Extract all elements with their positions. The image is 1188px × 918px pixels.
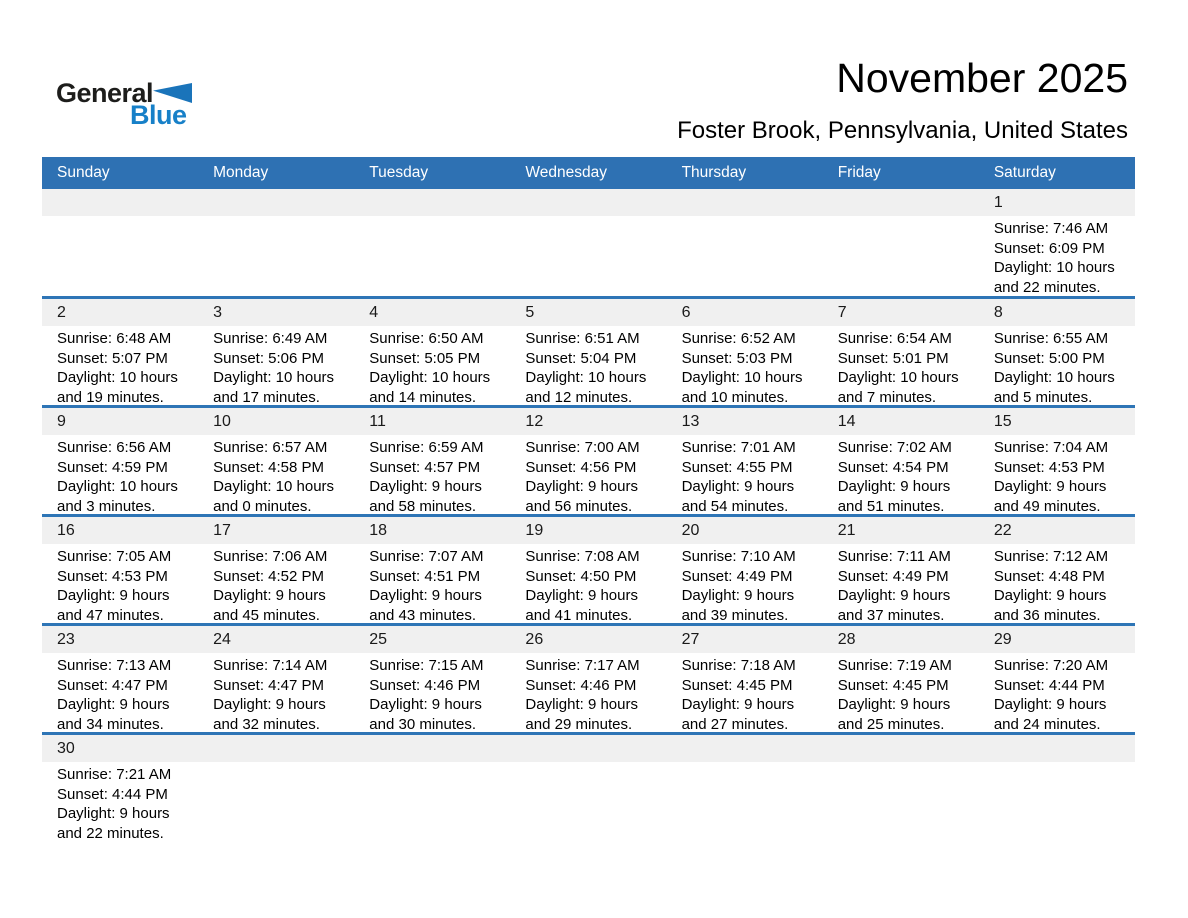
sunset-line: Sunset: 4:44 PM [993,676,1105,694]
week-row [42,623,1135,732]
daylight-line-1: Daylight: 9 hours [681,587,795,605]
daylight-line-2: and 25 minutes. [837,715,945,732]
weekday-header-thursday: Thursday [681,164,747,181]
weekday-header-saturday: Saturday [993,164,1056,181]
sunset-line: Sunset: 4:50 PM [525,567,637,585]
weekday-header-row [42,157,1135,189]
daylight-line-2: and 41 minutes. [525,606,633,623]
day-number: 23 [57,630,75,648]
daylight-line-1: Daylight: 9 hours [837,478,951,496]
sunset-line: Sunset: 4:56 PM [525,458,637,476]
day-number: 28 [837,630,856,648]
sunset-line: Sunset: 4:54 PM [837,458,949,476]
daylight-line-2: and 30 minutes. [369,715,477,732]
day-number: 26 [525,630,544,648]
sunrise-line: Sunrise: 6:57 AM [213,439,328,456]
day-cell [823,544,979,623]
sunrise-line: Sunrise: 7:08 AM [525,548,640,565]
daylight-line-1: Daylight: 9 hours [57,696,170,714]
week-row [42,405,1135,514]
sunset-line: Sunset: 4:45 PM [837,676,949,694]
day-cell [667,435,823,514]
day-cell [198,653,354,732]
day-cell [42,653,198,732]
day-cell [510,435,666,514]
daylight-line-2: and 51 minutes. [837,497,945,514]
day-detail-band [42,216,1135,296]
daylight-line-1: Daylight: 9 hours [681,478,795,496]
sunrise-line: Sunrise: 7:07 AM [369,548,484,565]
sunset-line: Sunset: 4:57 PM [369,458,481,476]
day-cell [979,544,1135,623]
day-number: 21 [837,521,856,539]
daylight-line-1: Daylight: 10 hours [213,478,335,496]
daylight-line-2: and 0 minutes. [213,497,312,514]
daylight-line-1: Daylight: 10 hours [837,369,959,387]
sunset-line: Sunset: 5:04 PM [525,349,637,367]
day-detail-band [42,653,1135,732]
sunrise-line: Sunrise: 6:49 AM [213,330,328,347]
daylight-line-2: and 58 minutes. [369,497,477,514]
daylight-line-2: and 47 minutes. [57,606,164,623]
sunrise-line: Sunrise: 6:48 AM [57,330,172,347]
day-cell [667,653,823,732]
day-detail-band [42,435,1135,514]
daylight-line-1: Daylight: 9 hours [993,478,1107,496]
day-detail-band [42,762,1135,843]
daylight-line-1: Daylight: 9 hours [213,587,326,605]
daylight-line-2: and 49 minutes. [993,497,1101,514]
sunset-line: Sunset: 6:09 PM [993,239,1105,257]
day-cell [823,435,979,514]
daylight-line-1: Daylight: 10 hours [213,369,335,387]
day-number-band [42,626,1135,653]
sunset-line: Sunset: 4:53 PM [57,567,168,585]
day-cell [354,653,510,732]
sunrise-line: Sunrise: 7:01 AM [681,439,796,456]
sunrise-line: Sunrise: 7:05 AM [57,548,172,565]
empty-day-cell [667,216,823,296]
daylight-line-1: Daylight: 9 hours [525,696,638,714]
sunset-line: Sunset: 5:03 PM [681,349,793,367]
sunset-line: Sunset: 4:53 PM [993,458,1105,476]
day-cell [198,326,354,405]
sunset-line: Sunset: 4:47 PM [213,676,325,694]
daylight-line-2: and 29 minutes. [525,715,633,732]
weekday-header-monday: Monday [213,164,269,181]
daylight-line-2: and 19 minutes. [57,388,164,405]
sunrise-line: Sunrise: 6:51 AM [525,330,640,347]
daylight-line-1: Daylight: 10 hours [993,369,1115,387]
logo-text-blue: Blue [130,100,187,130]
sunrise-line: Sunrise: 7:17 AM [525,657,640,674]
week-row [42,514,1135,623]
sunrise-line: Sunrise: 7:04 AM [993,439,1109,456]
general-blue-logo [56,80,216,140]
sunrise-line: Sunrise: 7:15 AM [369,657,484,674]
week-row [42,296,1135,405]
sunrise-line: Sunrise: 7:46 AM [993,220,1109,237]
sunrise-line: Sunrise: 7:11 AM [837,548,951,565]
daylight-line-1: Daylight: 9 hours [681,696,795,714]
day-number: 12 [525,412,544,430]
day-number: 7 [837,303,847,321]
empty-day-cell [823,216,979,296]
sunrise-line: Sunrise: 7:20 AM [993,657,1109,674]
day-number: 27 [681,630,700,648]
day-cell [198,544,354,623]
day-cell [979,216,1135,296]
sunset-line: Sunset: 5:01 PM [837,349,949,367]
sunrise-line: Sunrise: 7:19 AM [837,657,952,674]
empty-day-cell [42,216,198,296]
day-cell [42,544,198,623]
day-number: 16 [57,521,75,539]
weekday-header-friday: Friday [837,164,881,181]
sunset-line: Sunset: 4:48 PM [993,567,1105,585]
daylight-line-1: Daylight: 9 hours [369,478,482,496]
day-number-band [42,299,1135,326]
daylight-line-2: and 32 minutes. [213,715,320,732]
day-cell [510,326,666,405]
sunrise-line: Sunrise: 6:59 AM [369,439,484,456]
sunset-line: Sunset: 4:49 PM [681,567,793,585]
page-title: November 2025 [836,55,1128,101]
sunrise-line: Sunrise: 7:13 AM [57,657,172,674]
daylight-line-2: and 34 minutes. [57,715,164,732]
sunrise-line: Sunrise: 7:00 AM [525,439,640,456]
empty-day-cell [510,762,666,843]
daylight-line-2: and 39 minutes. [681,606,789,623]
daylight-line-2: and 27 minutes. [681,715,789,732]
sunset-line: Sunset: 5:07 PM [57,349,168,367]
logo-text-general: General [56,78,154,108]
daylight-line-1: Daylight: 9 hours [213,696,326,714]
daylight-line-2: and 3 minutes. [57,497,156,514]
week-row [42,189,1135,296]
daylight-line-2: and 24 minutes. [993,715,1101,732]
weekday-header-sunday: Sunday [57,164,110,181]
sunrise-line: Sunrise: 6:56 AM [57,439,172,456]
daylight-line-2: and 14 minutes. [369,388,477,405]
sunset-line: Sunset: 4:59 PM [57,458,168,476]
day-detail-band [42,544,1135,623]
sunrise-line: Sunrise: 6:52 AM [681,330,796,347]
daylight-line-1: Daylight: 10 hours [993,259,1115,277]
daylight-line-1: Daylight: 9 hours [57,587,170,605]
day-cell [979,653,1135,732]
sunrise-line: Sunrise: 6:54 AM [837,330,952,347]
sunset-line: Sunset: 4:46 PM [369,676,481,694]
sunrise-line: Sunrise: 7:14 AM [213,657,328,674]
sunrise-line: Sunrise: 7:12 AM [993,548,1109,565]
empty-day-cell [354,762,510,843]
day-number-band [42,189,1135,216]
sunrise-line: Sunrise: 7:21 AM [57,766,172,783]
day-cell [42,762,198,843]
day-number: 24 [213,630,231,648]
sunset-line: Sunset: 4:51 PM [369,567,481,585]
daylight-line-1: Daylight: 10 hours [525,369,647,387]
sunrise-line: Sunrise: 7:10 AM [681,548,796,565]
sunrise-line: Sunrise: 6:50 AM [369,330,484,347]
day-number: 19 [525,521,544,539]
day-number: 17 [213,521,231,539]
day-number: 9 [57,412,66,430]
day-number: 15 [993,412,1012,430]
calendar [42,157,1135,853]
daylight-line-2: and 56 minutes. [525,497,633,514]
daylight-line-2: and 7 minutes. [837,388,937,405]
day-number-band [42,517,1135,544]
sunset-line: Sunset: 5:06 PM [213,349,325,367]
daylight-line-2: and 36 minutes. [993,606,1101,623]
daylight-line-1: Daylight: 9 hours [993,587,1107,605]
daylight-line-2: and 54 minutes. [681,497,789,514]
day-cell [354,544,510,623]
daylight-line-1: Daylight: 9 hours [525,478,638,496]
weekday-header-tuesday: Tuesday [369,164,429,181]
day-number: 11 [369,412,386,430]
day-cell [979,435,1135,514]
day-number-band [42,735,1135,762]
daylight-line-2: and 22 minutes. [57,824,164,842]
sunrise-line: Sunrise: 6:55 AM [993,330,1109,347]
sunset-line: Sunset: 4:47 PM [57,676,168,694]
sunset-line: Sunset: 4:45 PM [681,676,793,694]
day-number: 30 [57,739,75,757]
day-number: 18 [369,521,388,539]
day-cell [42,326,198,405]
sunrise-line: Sunrise: 7:02 AM [837,439,952,456]
day-cell [823,653,979,732]
day-number: 25 [369,630,388,648]
day-number: 20 [681,521,700,539]
day-cell [354,435,510,514]
day-number: 4 [369,303,379,321]
daylight-line-1: Daylight: 9 hours [369,696,482,714]
sunset-line: Sunset: 4:49 PM [837,567,949,585]
daylight-line-1: Daylight: 9 hours [993,696,1107,714]
sunset-line: Sunset: 5:05 PM [369,349,481,367]
daylight-line-1: Daylight: 10 hours [681,369,803,387]
day-number: 5 [525,303,535,321]
day-cell [510,544,666,623]
weekday-header-wednesday: Wednesday [525,164,607,181]
day-cell [42,435,198,514]
day-cell [667,326,823,405]
daylight-line-1: Daylight: 10 hours [369,369,491,387]
sunrise-line: Sunrise: 7:18 AM [681,657,796,674]
day-number: 1 [993,193,1003,211]
day-number-band [42,408,1135,435]
day-cell [510,653,666,732]
empty-day-cell [510,216,666,296]
sunset-line: Sunset: 4:52 PM [213,567,325,585]
daylight-line-2: and 10 minutes. [681,388,789,405]
day-number: 10 [213,412,231,430]
day-cell [979,326,1135,405]
day-number: 6 [681,303,691,321]
calendar-grid [42,189,1135,853]
daylight-line-1: Daylight: 9 hours [369,587,482,605]
day-cell [354,326,510,405]
daylight-line-2: and 45 minutes. [213,606,320,623]
day-cell [823,326,979,405]
page-subtitle: Foster Brook, Pennsylvania, United States [677,117,1128,144]
daylight-line-1: Daylight: 10 hours [57,369,178,387]
daylight-line-1: Daylight: 10 hours [57,478,178,496]
day-cell [198,435,354,514]
sunset-line: Sunset: 4:55 PM [681,458,793,476]
day-number: 13 [681,412,700,430]
day-number: 8 [993,303,1003,321]
daylight-line-2: and 17 minutes. [213,388,320,405]
sunset-line: Sunset: 4:44 PM [57,785,168,803]
daylight-line-2: and 37 minutes. [837,606,945,623]
daylight-line-2: and 5 minutes. [993,388,1093,405]
day-number: 14 [837,412,856,430]
daylight-line-1: Daylight: 9 hours [525,587,638,605]
day-cell [667,544,823,623]
empty-day-cell [198,762,354,843]
empty-day-cell [823,762,979,843]
sunrise-line: Sunrise: 7:06 AM [213,548,328,565]
sunset-line: Sunset: 5:00 PM [993,349,1105,367]
day-number: 22 [993,521,1012,539]
daylight-line-2: and 43 minutes. [369,606,477,623]
sunset-line: Sunset: 4:58 PM [213,458,325,476]
empty-day-cell [979,762,1135,843]
daylight-line-2: and 12 minutes. [525,388,633,405]
empty-day-cell [198,216,354,296]
day-detail-band [42,326,1135,405]
day-number: 2 [57,303,66,321]
day-number: 29 [993,630,1012,648]
week-row [42,732,1135,853]
daylight-line-2: and 22 minutes. [993,278,1101,296]
daylight-line-1: Daylight: 9 hours [837,587,951,605]
empty-day-cell [667,762,823,843]
sunset-line: Sunset: 4:46 PM [525,676,637,694]
daylight-line-1: Daylight: 9 hours [57,805,170,823]
empty-day-cell [354,216,510,296]
daylight-line-1: Daylight: 9 hours [837,696,951,714]
day-number: 3 [213,303,223,321]
